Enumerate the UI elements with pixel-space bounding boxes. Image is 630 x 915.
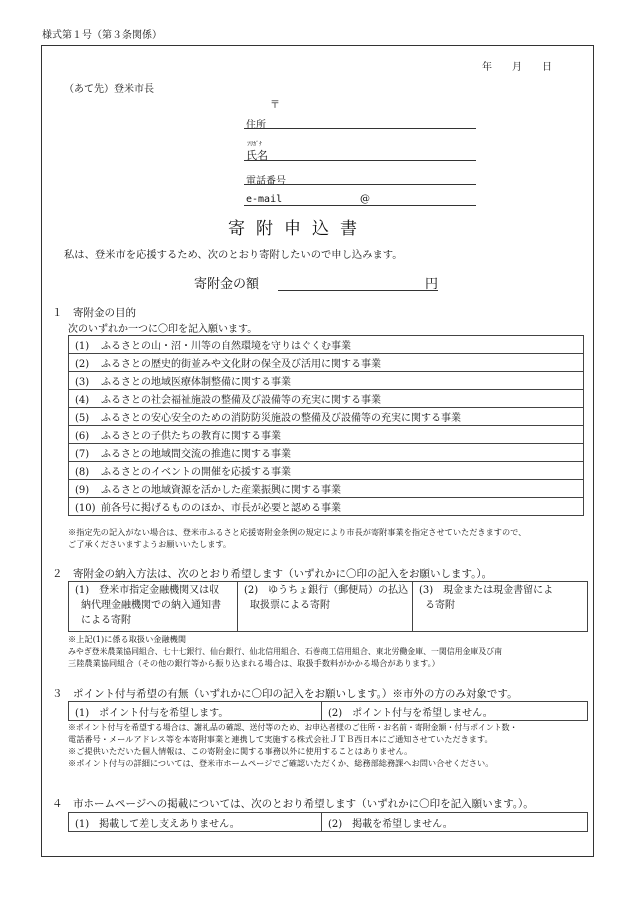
purpose-text: 前各号に掲げるもののほか、市長が必要と認める事業 [101,503,341,514]
name-ruby: ﾌﾘｶﾞﾅ [247,141,263,148]
purpose-row[interactable] [69,408,584,426]
purpose-cell[interactable] [69,498,584,516]
payment-option-1-line1: (1) 登米市指定金融機関又は収 [75,585,220,596]
purpose-text: ふるさとの地域資源を活かした産業振興に関する事業 [101,485,341,496]
purpose-text: ふるさとの社会福祉施設の整備及び設備等の充実に関する事業 [101,395,381,406]
purpose-number: (8) [75,467,90,478]
amount-unit: 円 [425,277,439,292]
form-number: 様式第１号（第３条関係） [42,30,162,41]
email-at: @ [360,194,370,205]
section1-heading: １ 寄附金の目的 [52,307,136,319]
point-option-1[interactable]: (1) ポイント付与を希望します。 [69,702,322,721]
section1-note-1: ※指定先の記入がない場合は、登米市ふるさと応援寄附金条例の規定により市長が寄附事業を指定させていただきますので、 [68,527,527,537]
name-label: 氏名 [246,149,268,162]
section3-note-3: ※ご提供いただいた個人情報は、この寄附金に関する事務以外に使用することはありません。 [68,746,413,756]
purpose-cell[interactable] [69,408,584,426]
purpose-cell[interactable] [69,354,584,372]
payment-option-1[interactable] [69,582,238,632]
purpose-number: (3) [75,377,90,388]
purpose-row[interactable] [69,462,584,480]
purpose-text: ふるさとの山・沼・川等の自然環境を守りはぐくむ事業 [101,341,351,352]
purpose-row[interactable] [69,444,584,462]
purpose-row[interactable] [69,390,584,408]
publish-option-1[interactable]: (1) 掲載して差し支えありません。 [69,813,322,832]
purpose-number: (5) [75,413,90,424]
page-title: 寄附申込書 [228,219,368,239]
purpose-cell[interactable] [69,462,584,480]
purpose-text: ふるさとの安心安全のための消防防災施設の整備及び設備等の充実に関する事業 [101,413,461,424]
email-line[interactable] [244,205,476,206]
purpose-row[interactable] [69,336,584,354]
purpose-row[interactable] [69,426,584,444]
form-frame [41,45,594,857]
publish-option-2[interactable]: (2) 掲載を希望しません。 [322,813,588,832]
section2-note-1: みやぎ登米農業協同組合、七十七銀行、仙台銀行、仙北信用組合、石巻商工信用組合、東北労働金庫、一関信用金庫及び南 [68,647,502,656]
recipient: （あて先）登米市長 [64,84,154,95]
purpose-number: (10) [75,503,96,514]
purpose-number: (1) [75,341,90,352]
section3-note-1: ※ポイント付与を希望する場合は、謝礼品の確認、送付等のため、お申込者様のご住所・お名前・寄附金額・付与ポイント数・ [68,723,518,732]
purpose-row[interactable] [69,498,584,516]
payment-option-1-line3: による寄附 [81,615,131,626]
purpose-text: ふるさとの地域間交流の推進に関する事業 [101,449,291,460]
purpose-number: (6) [75,431,90,442]
purpose-cell[interactable] [69,480,584,498]
payment-option-3-line1: (3) 現金または現金書留によ [419,585,554,596]
purpose-row[interactable] [69,354,584,372]
address-line[interactable] [244,128,476,129]
section4-heading: ４ 市ホームページへの掲載については、次のとおり希望します（いずれかに〇印を記入願います。）。 [52,798,534,810]
payment-table [68,581,588,632]
amount-line[interactable] [278,290,438,291]
point-table [68,701,588,721]
section1-note-2: ご了承くださいますようお願いいたします。 [68,539,232,549]
purpose-text: ふるさとの子供たちの教育に関する事業 [101,431,281,442]
section2-heading: ２ 寄附金の納入方法は、次のとおり希望します（いずれかに〇印の記入をお願いします。）。 [52,568,493,580]
section1-instruction: 次のいずれか一つに〇印を記入願います。 [68,324,258,335]
email-label: e-mail [246,194,283,205]
payment-option-2-line1: (2) ゆうちょ銀行（郵便局）の払込 [244,585,409,596]
purpose-row[interactable] [69,372,584,390]
section3-note-2: 電話番号・メールアドレス等を本寄附事業と連携して実施する株式会社ＪＴＢ西日本にご通知させていただきます。 [68,734,493,744]
section2-note-title: ※上記(1)に係る取扱い金融機関 [68,634,187,644]
purpose-cell[interactable] [69,390,584,408]
amount-label: 寄附金の額 [194,277,260,292]
purpose-number: (2) [75,359,90,370]
purpose-text: ふるさとのイベントの開催を応援する事業 [101,467,291,478]
phone-line[interactable] [244,184,476,185]
phone-label: 電話番号 [246,176,286,187]
purpose-number: (9) [75,485,90,496]
publish-table [68,812,588,832]
payment-option-3-line2: る寄附 [425,600,455,611]
name-line[interactable] [244,160,476,161]
payment-option-3[interactable] [413,582,588,632]
point-option-2[interactable]: (2) ポイント付与を希望しません。 [322,702,588,721]
section2-note-2: 三陸農業協同組合（その他の銀行等から振り込まれる場合は、取扱手数料がかかる場合があります。） [68,658,440,668]
purpose-text: ふるさとの地域医療体制整備に関する事業 [101,377,291,388]
purpose-cell[interactable] [69,444,584,462]
section3-heading: ３ ポイント付与希望の有無（いずれかに〇印の記入をお願いします。）※市外の方のみ対象です。 [52,688,518,700]
section3-note-4: ※ポイント付与の詳細については、登米市ホームページでご確認いただくか、総務部総務課へお問い合せください。 [68,758,494,768]
date-label[interactable]: 年 月 日 [482,62,552,73]
purpose-number: (4) [75,395,90,406]
purpose-row[interactable] [69,480,584,498]
purpose-text: ふるさとの歴史的街並みや文化財の保全及び活用に関する事業 [101,359,381,370]
address-label: 住所 [246,120,266,131]
intro-text: 私は、登米市を応援するため、次のとおり寄附したいので申し込みます。 [64,249,403,261]
payment-option-2-line2: 取扱票による寄附 [250,600,330,611]
purpose-cell[interactable] [69,372,584,390]
postal-mark: 〒 [270,100,280,111]
payment-option-2[interactable] [238,582,413,632]
purpose-cell[interactable] [69,426,584,444]
purpose-number: (7) [75,449,90,460]
purpose-table [68,335,584,516]
purpose-cell[interactable] [69,336,584,354]
payment-option-1-line2: 納代理金融機関での納入通知書 [81,600,221,611]
